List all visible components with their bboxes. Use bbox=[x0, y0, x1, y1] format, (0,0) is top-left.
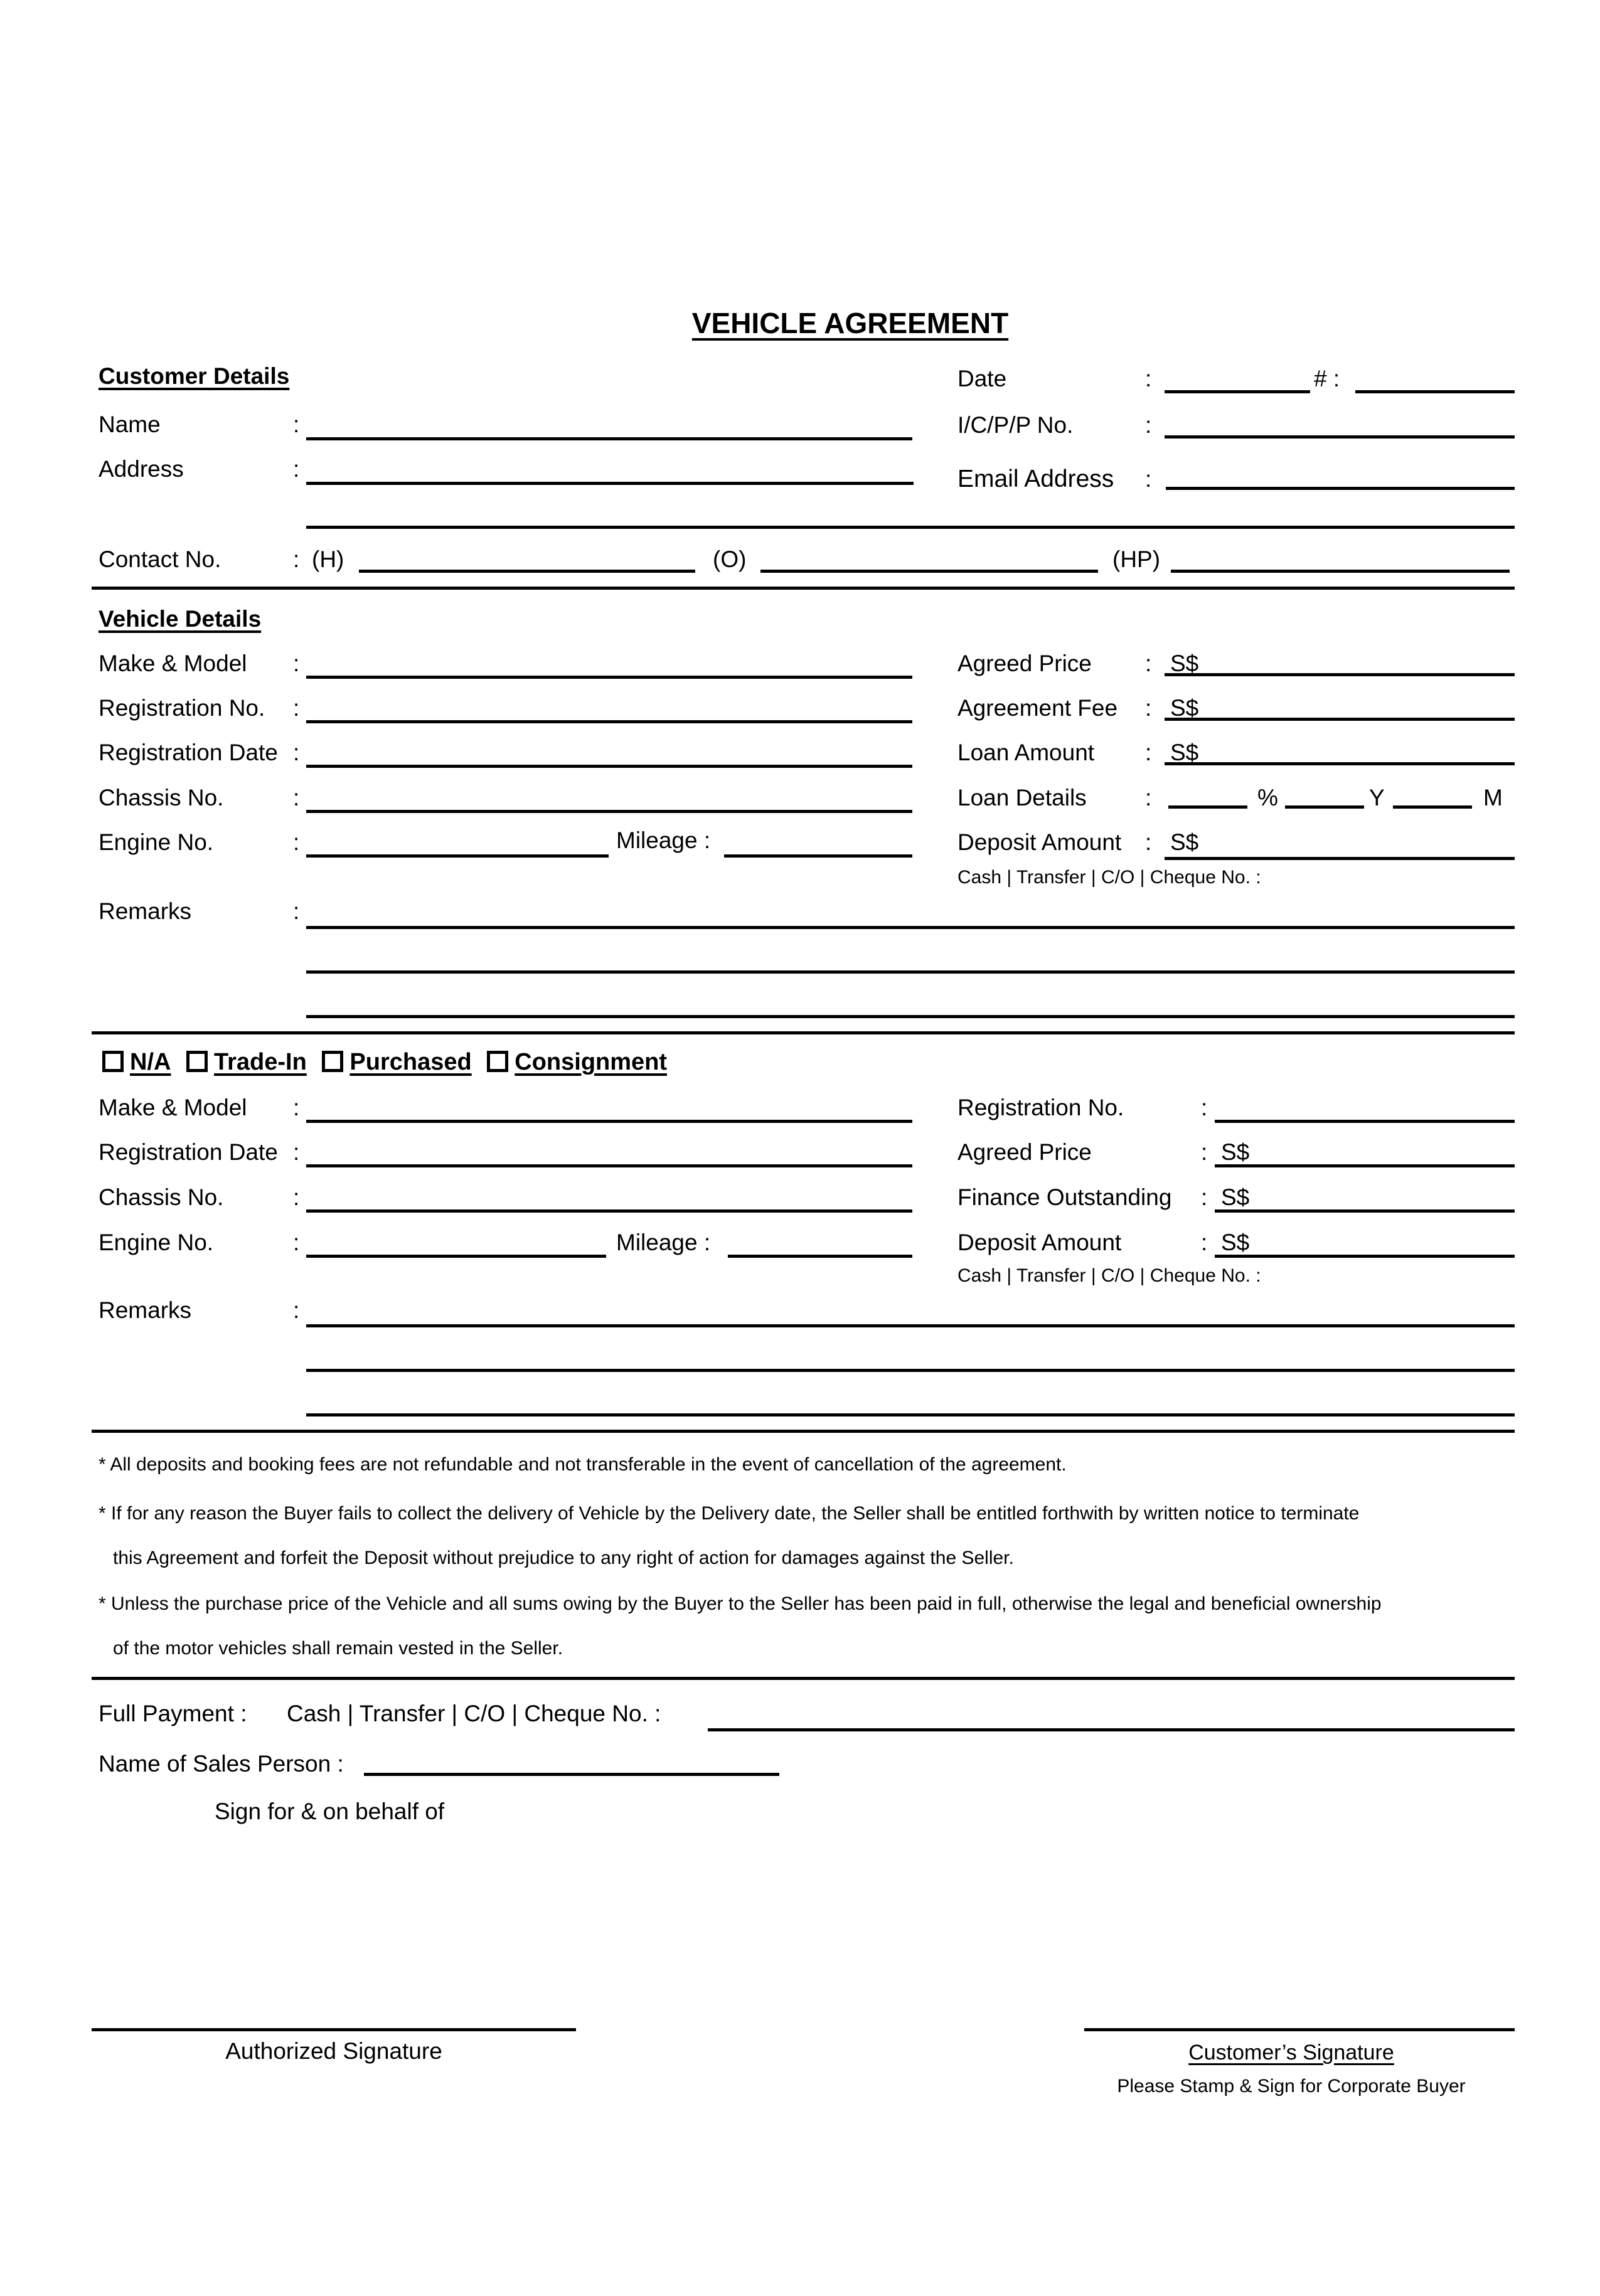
colon: : bbox=[1145, 785, 1152, 811]
tradein-chassis-input[interactable] bbox=[306, 1184, 915, 1213]
address-underline-1 bbox=[306, 482, 914, 485]
agreement-fee-underline bbox=[1165, 718, 1515, 721]
tradein-make-model-underline bbox=[306, 1120, 912, 1123]
contact-hp-underline bbox=[1171, 570, 1510, 573]
note-2: * If for any reason the Buyer fails to collect the delivery of Vehicle by the Delivery date, the Seller shall be entitled forthwith by written notice to terminate bbox=[99, 1503, 1360, 1524]
name-underline bbox=[306, 437, 912, 440]
deposit-amount-underline bbox=[1165, 857, 1515, 860]
address-label: Address bbox=[99, 456, 184, 482]
loan-years-label: Y bbox=[1369, 785, 1385, 811]
ic-colon: : bbox=[1145, 412, 1152, 438]
colon: : bbox=[1145, 651, 1152, 676]
currency-label: S$ bbox=[1170, 740, 1199, 765]
vehicle-reg-date-label: Registration Date bbox=[99, 740, 278, 765]
tradein-chassis-label: Chassis No. bbox=[99, 1184, 224, 1210]
tradein-make-model-input[interactable] bbox=[306, 1094, 915, 1123]
vehicle-mileage-input[interactable] bbox=[724, 829, 915, 858]
tradein-reg-no-input[interactable] bbox=[1215, 1094, 1517, 1123]
colon: : bbox=[293, 740, 300, 765]
vehicle-details-heading: Vehicle Details bbox=[99, 606, 262, 632]
tradein-engine-input[interactable] bbox=[306, 1229, 609, 1258]
vehicle-remarks-underline-3 bbox=[306, 1015, 1515, 1018]
authorized-signature-line[interactable] bbox=[92, 2028, 576, 2031]
tradein-engine-label: Engine No. bbox=[99, 1230, 214, 1255]
colon: : bbox=[1145, 695, 1152, 721]
loan-months-label: M bbox=[1483, 785, 1503, 811]
ic-underline bbox=[1165, 435, 1515, 438]
name-colon: : bbox=[293, 412, 300, 437]
loan-years-underline bbox=[1285, 805, 1364, 809]
sales-person-label: Name of Sales Person : bbox=[99, 1751, 344, 1777]
checkbox-consignment[interactable] bbox=[487, 1051, 508, 1072]
deposit-amount-input[interactable] bbox=[1200, 829, 1517, 858]
date-label: Date bbox=[957, 366, 1007, 391]
checkbox-purchased[interactable] bbox=[322, 1051, 343, 1072]
deposit-amount-label: Deposit Amount bbox=[957, 829, 1122, 855]
vehicle-type-options bbox=[102, 1048, 676, 1076]
vehicle-make-model-input[interactable] bbox=[306, 650, 915, 679]
customer-signature-line[interactable] bbox=[1084, 2028, 1515, 2031]
loan-years-input[interactable] bbox=[1285, 784, 1367, 813]
vehicle-mileage-underline bbox=[724, 854, 912, 858]
option-na[interactable]: N/A bbox=[102, 1049, 171, 1075]
section-divider bbox=[92, 1031, 1515, 1034]
colon: : bbox=[293, 1095, 300, 1120]
vehicle-make-model-underline bbox=[306, 676, 912, 679]
vehicle-remarks-underline-1 bbox=[306, 926, 1515, 929]
loan-interest-underline bbox=[1168, 805, 1247, 809]
note-1: * All deposits and booking fees are not refundable and not transferable in the event of cancellation of the agreement. bbox=[99, 1454, 1067, 1475]
customer-details-heading: Customer Details bbox=[99, 363, 290, 389]
contact-hp-label: (HP) bbox=[1112, 546, 1161, 572]
deposit-payment-methods: Cash | Transfer | C/O | Cheque No. : bbox=[957, 867, 1261, 888]
loan-details-label: Loan Details bbox=[957, 785, 1087, 811]
colon: : bbox=[1145, 740, 1152, 765]
tradein-mileage-underline bbox=[728, 1255, 912, 1258]
ic-label: I/C/P/P No. bbox=[957, 412, 1074, 438]
loan-months-underline bbox=[1393, 805, 1472, 809]
colon: : bbox=[293, 898, 300, 924]
contact-home-label: (H) bbox=[312, 546, 344, 572]
number-label: # : bbox=[1314, 366, 1340, 391]
full-payment-methods: Cash | Transfer | C/O | Cheque No. : bbox=[287, 1701, 661, 1726]
colon: : bbox=[1201, 1230, 1208, 1255]
vehicle-make-model-label: Make & Model bbox=[99, 651, 247, 676]
number-underline bbox=[1355, 390, 1515, 393]
colon: : bbox=[293, 1297, 300, 1323]
address-underline-2 bbox=[306, 526, 1515, 529]
loan-interest-input[interactable] bbox=[1168, 784, 1250, 813]
vehicle-remarks-input-2[interactable] bbox=[306, 943, 1517, 972]
email-input[interactable] bbox=[1166, 465, 1517, 494]
tradein-chassis-underline bbox=[306, 1209, 912, 1213]
email-underline bbox=[1166, 487, 1515, 490]
finance-outstanding-underline bbox=[1215, 1209, 1515, 1213]
vehicle-chassis-input[interactable] bbox=[306, 784, 915, 813]
agreed-price-label: Agreed Price bbox=[957, 651, 1092, 676]
vehicle-reg-no-input[interactable] bbox=[306, 694, 915, 723]
date-colon: : bbox=[1145, 366, 1152, 391]
checkbox-trade-in[interactable] bbox=[186, 1051, 208, 1072]
tradein-remarks-underline-1 bbox=[306, 1324, 1515, 1327]
vehicle-engine-label: Engine No. bbox=[99, 829, 214, 855]
colon: : bbox=[293, 785, 300, 811]
currency-label: S$ bbox=[1221, 1139, 1250, 1165]
section-divider bbox=[92, 587, 1515, 590]
currency-label: S$ bbox=[1170, 829, 1199, 855]
vehicle-reg-no-label: Registration No. bbox=[99, 695, 265, 721]
contact-label: Contact No. bbox=[99, 546, 221, 572]
tradein-deposit-underline bbox=[1215, 1255, 1515, 1258]
loan-months-input[interactable] bbox=[1393, 784, 1475, 813]
tradein-mileage-label: Mileage : bbox=[616, 1230, 711, 1255]
note-2-continued: this Agreement and forfeit the Deposit without prejudice to any right of action for damages against the Seller. bbox=[113, 1548, 1014, 1568]
vehicle-reg-date-underline bbox=[306, 765, 912, 768]
currency-label: S$ bbox=[1221, 1184, 1250, 1210]
colon: : bbox=[293, 1184, 300, 1210]
loan-amount-underline bbox=[1165, 762, 1515, 765]
corporate-buyer-note: Please Stamp & Sign for Corporate Buyer bbox=[1117, 2076, 1466, 2097]
vehicle-mileage-label: Mileage : bbox=[616, 827, 711, 853]
currency-label: S$ bbox=[1170, 695, 1199, 721]
vehicle-reg-no-underline bbox=[306, 720, 912, 723]
vehicle-remarks-input-1[interactable] bbox=[306, 898, 1517, 927]
colon: : bbox=[1201, 1095, 1208, 1120]
vehicle-reg-date-input[interactable] bbox=[306, 739, 915, 768]
tradein-deposit-label: Deposit Amount bbox=[957, 1230, 1122, 1255]
date-underline bbox=[1165, 390, 1310, 393]
option-purchased[interactable]: Purchased bbox=[322, 1049, 471, 1075]
colon: : bbox=[293, 1230, 300, 1255]
tradein-remarks-input-3[interactable] bbox=[306, 1386, 1517, 1415]
tradein-reg-date-underline bbox=[306, 1164, 912, 1167]
section-divider bbox=[92, 1430, 1515, 1433]
sales-person-underline bbox=[364, 1773, 779, 1776]
colon: : bbox=[293, 695, 300, 721]
name-label: Name bbox=[99, 412, 161, 437]
vehicle-chassis-label: Chassis No. bbox=[99, 785, 224, 811]
contact-home-underline bbox=[359, 570, 695, 573]
checkbox-na[interactable] bbox=[102, 1051, 124, 1072]
agreement-fee-label: Agreement Fee bbox=[957, 695, 1118, 721]
finance-outstanding-input[interactable] bbox=[1251, 1184, 1517, 1213]
vehicle-engine-input[interactable] bbox=[306, 829, 611, 858]
tradein-remarks-label: Remarks bbox=[99, 1297, 192, 1323]
tradein-reg-date-input[interactable] bbox=[306, 1139, 915, 1167]
contact-office-underline bbox=[760, 570, 1098, 573]
vehicle-remarks-label: Remarks bbox=[99, 898, 192, 924]
full-payment-underline bbox=[708, 1728, 1515, 1731]
tradein-remarks-underline-3 bbox=[306, 1413, 1515, 1416]
tradein-agreed-price-underline bbox=[1215, 1164, 1515, 1167]
tradein-reg-no-label: Registration No. bbox=[957, 1095, 1124, 1120]
email-colon: : bbox=[1145, 466, 1152, 492]
address-input-line1[interactable] bbox=[306, 455, 916, 484]
colon: : bbox=[293, 651, 300, 676]
colon: : bbox=[1201, 1139, 1208, 1165]
finance-outstanding-label: Finance Outstanding bbox=[957, 1184, 1172, 1210]
tradein-engine-underline bbox=[306, 1255, 606, 1258]
vehicle-chassis-underline bbox=[306, 810, 912, 813]
tradein-remarks-underline-2 bbox=[306, 1369, 1515, 1372]
tradein-mileage-input[interactable] bbox=[728, 1229, 915, 1258]
authorized-signature-label: Authorized Signature bbox=[225, 2038, 442, 2064]
note-3: * Unless the purchase price of the Vehicle and all sums owing by the Buyer to the Seller has been paid in full, otherwise the legal and beneficial ownership bbox=[99, 1593, 1382, 1614]
page-title: VEHICLE AGREEMENT bbox=[691, 307, 1009, 339]
option-consignment[interactable]: Consignment bbox=[487, 1049, 667, 1075]
agreed-price-underline bbox=[1165, 673, 1515, 676]
tradein-make-model-label: Make & Model bbox=[99, 1095, 247, 1120]
vehicle-remarks-input-3[interactable] bbox=[306, 987, 1517, 1016]
address-input-line2[interactable] bbox=[306, 499, 1517, 528]
tradein-reg-no-underline bbox=[1215, 1120, 1515, 1123]
loan-amount-label: Loan Amount bbox=[957, 740, 1095, 765]
name-input[interactable] bbox=[306, 411, 915, 440]
contact-office-label: (O) bbox=[713, 546, 747, 572]
contact-colon: : bbox=[293, 546, 300, 572]
tradein-deposit-input[interactable] bbox=[1251, 1229, 1517, 1258]
sign-behalf-label: Sign for & on behalf of bbox=[215, 1799, 445, 1824]
colon: : bbox=[293, 829, 300, 855]
currency-label: S$ bbox=[1221, 1230, 1250, 1255]
vehicle-engine-underline bbox=[306, 854, 609, 858]
tradein-remarks-input-1[interactable] bbox=[306, 1297, 1517, 1326]
option-trade-in[interactable]: Trade-In bbox=[186, 1049, 307, 1075]
email-label: Email Address bbox=[957, 465, 1114, 492]
colon: : bbox=[1145, 829, 1152, 855]
currency-label: S$ bbox=[1170, 651, 1199, 676]
tradein-remarks-input-2[interactable] bbox=[306, 1342, 1517, 1371]
tradein-agreed-price-input[interactable] bbox=[1251, 1139, 1517, 1167]
colon: : bbox=[1201, 1184, 1208, 1210]
full-payment-label: Full Payment : bbox=[99, 1701, 247, 1726]
vehicle-remarks-underline-2 bbox=[306, 970, 1515, 974]
tradein-payment-methods: Cash | Transfer | C/O | Cheque No. : bbox=[957, 1265, 1261, 1286]
colon: : bbox=[293, 1139, 300, 1165]
note-3-continued: of the motor vehicles shall remain vested in the Seller. bbox=[113, 1638, 563, 1659]
customer-signature-label: Customer’s Signature bbox=[1188, 2041, 1394, 2065]
tradein-reg-date-label: Registration Date bbox=[99, 1139, 278, 1165]
tradein-agreed-price-label: Agreed Price bbox=[957, 1139, 1092, 1165]
address-colon: : bbox=[293, 456, 300, 482]
loan-percent-label: % bbox=[1257, 785, 1278, 811]
section-divider bbox=[92, 1677, 1515, 1680]
full-payment-input[interactable] bbox=[708, 1701, 1517, 1730]
